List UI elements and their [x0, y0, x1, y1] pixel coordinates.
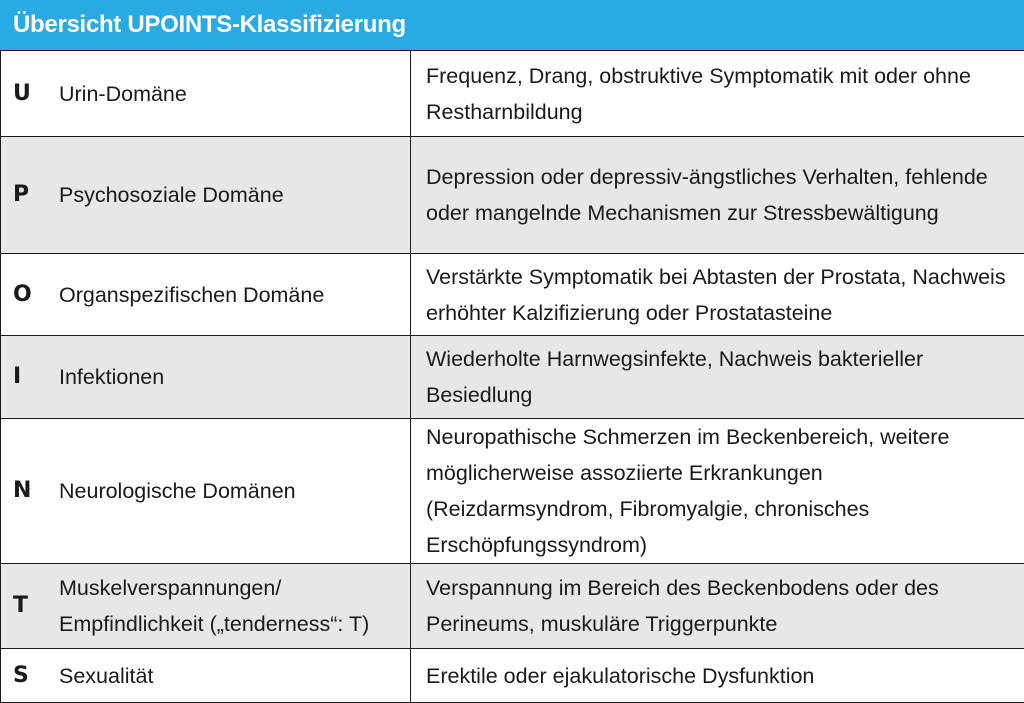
description-text: Neuropathische Schmerzen im Beckenbereich, weitere möglicherweise assoziierte Erkrankungen (Reizdarmsyndrom, Fibromyalgie, chronisches Erschöpfungssyndrom) [411, 419, 1024, 563]
row-letter: T [1, 588, 59, 624]
domain-label: Psychosoziale Domäne [59, 177, 410, 213]
table-row-u [1, 51, 1024, 137]
description-cell [411, 137, 1024, 254]
table-title: Übersicht UPOINTS-Klassifizierung [0, 0, 1024, 50]
description-text: Verstärkte Symptomatik bei Abtasten der Prostata, Nachweis erhöhter Kalzifizierung oder Prostatasteine [411, 259, 1024, 331]
domain-cell [1, 419, 411, 564]
description-text: Depression oder depressiv-ängstliches Verhalten, fehlende oder mangelnde Mechanismen zur Stressbewältigung [411, 159, 1024, 231]
domain-label: Neurologische Domänen [59, 473, 410, 509]
upoints-table [0, 50, 1024, 703]
row-letter: I [1, 359, 59, 395]
row-letter: N [1, 473, 59, 509]
domain-cell [1, 336, 411, 419]
domain-cell [1, 51, 411, 137]
description-text: Frequenz, Drang, obstruktive Symptomatik mit oder ohne Restharnbildung [411, 58, 1024, 130]
description-cell [411, 564, 1024, 649]
table-row-s [1, 649, 1024, 703]
table-row-p [1, 137, 1024, 254]
domain-label: Sexualität [59, 658, 410, 694]
domain-label: Organspezifischen Domäne [59, 277, 410, 313]
description-text: Wiederholte Harnwegsinfekte, Nachweis bakterieller Besiedlung [411, 341, 1024, 413]
row-letter: P [1, 177, 59, 213]
description-cell [411, 51, 1024, 137]
domain-label: Urin-Domäne [59, 76, 410, 112]
table-row-i [1, 336, 1024, 419]
description-text: Erektile oder ejakulatorische Dysfunktion [411, 658, 1024, 694]
description-cell [411, 649, 1024, 703]
table-row-n [1, 419, 1024, 564]
table-row-o [1, 254, 1024, 336]
table-row-t [1, 564, 1024, 649]
description-text: Verspannung im Bereich des Beckenbodens oder des Perineums, muskuläre Triggerpunkte [411, 570, 1024, 642]
domain-label: Infektionen [59, 359, 410, 395]
description-cell [411, 336, 1024, 419]
domain-cell [1, 254, 411, 336]
description-cell [411, 254, 1024, 336]
row-letter: O [1, 277, 59, 313]
domain-cell [1, 649, 411, 703]
description-cell [411, 419, 1024, 564]
domain-label: Muskelverspannungen/ Empfindlichkeit („tenderness“: T) [59, 570, 410, 642]
domain-cell [1, 564, 411, 649]
row-letter: U [1, 76, 59, 112]
row-letter: S [1, 658, 59, 694]
domain-cell [1, 137, 411, 254]
